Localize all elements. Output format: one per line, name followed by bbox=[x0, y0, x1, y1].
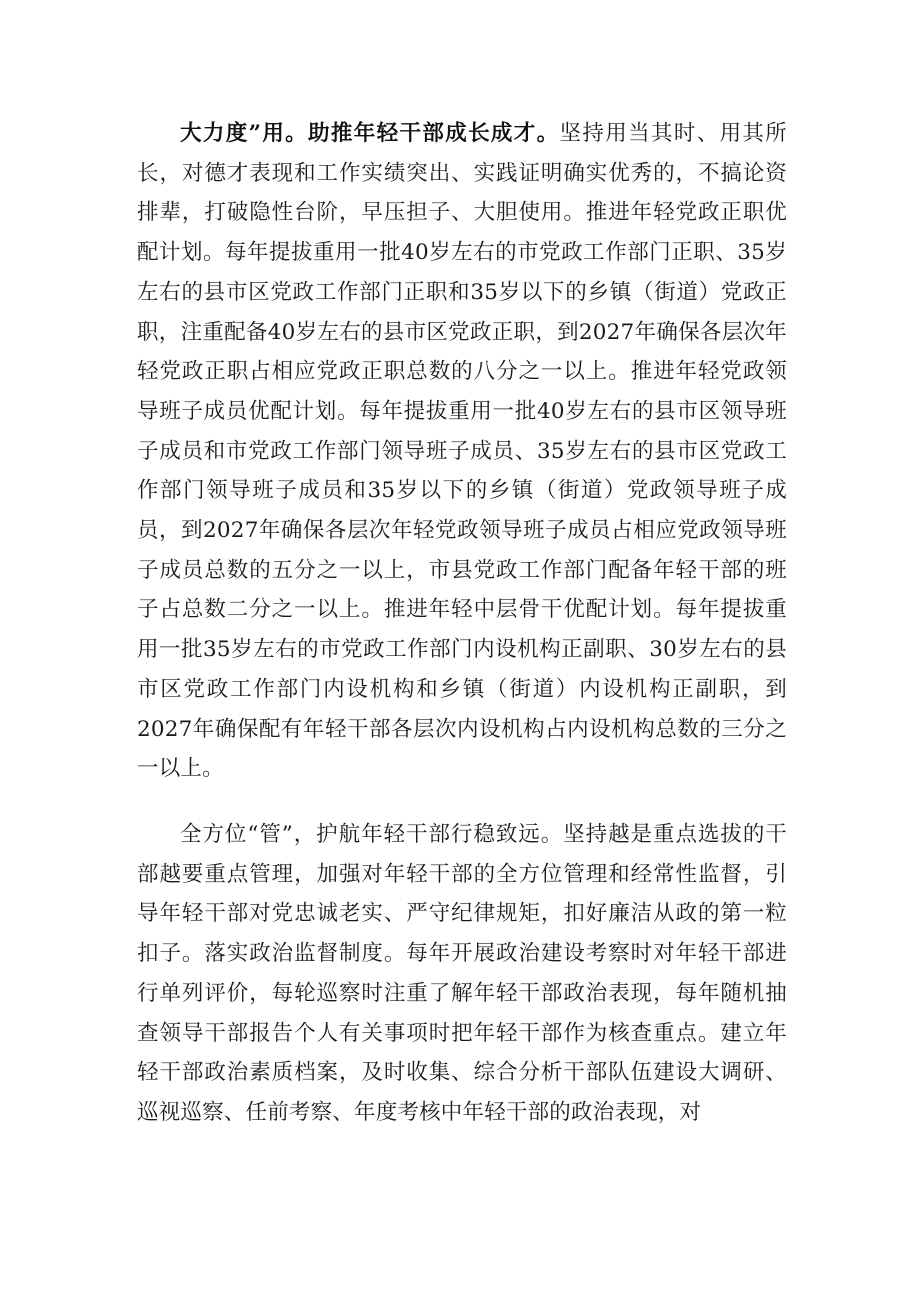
paragraph-2 bbox=[137, 815, 787, 1133]
paragraph-1 bbox=[137, 114, 787, 789]
paragraph-1-body: 坚持用当其时、用其所长，对德才表现和工作实绩突出、实践证明确实优秀的，不搞论资排辈，打破隐性台阶，早压担子、大胆使用。推进年轻党政正职优配计划。每年提拔重用一批40岁左右的市党政工作部门正职、35岁左右的县市区党政工作部门正职和35岁以下的乡镇（街道）党政正职，注重配备40岁左右的县市区党政正职，到2027年确保各层次年轻党政正职占相应党政正职总数的八分之一以上。推进年轻党政领导班子成员优配计划。每年提拔重用一批40岁左右的县市区领导班子成员和市党政工作部门领导班子成员、35岁左右的县市区党政工作部门领导班子成员和35岁以下的乡镇（街道）党政领导班子成员，到2027年确保各层次年轻党政领导班子成员占相应党政领导班子成员总数的五分之一以上，市县党政工作部门配备年轻干部的班子占总数二分之一以上。推进年轻中层骨干优配计划。每年提拔重用一批35岁左右的市党政工作部门内设机构正副职、30岁左右的县市区党政工作部门内设机构和乡镇（街道）内设机构正副职，到2027年确保配有年轻干部各层次内设机构占内设机构总数的三分之一以上。 bbox=[137, 121, 787, 782]
paragraph-1-lead: 大力度”用。助推年轻干部成长成才。 bbox=[180, 121, 560, 146]
paragraph-2-body: 全方位“管”，护航年轻干部行稳致远。坚持越是重点选拔的干部越要重点管理，加强对年轻干部的全方位管理和经常性监督，引导年轻干部对党忠诚老实、严守纪律规矩，扣好廉洁从政的第一粒扣子。落实政治监督制度。每年开展政治建设考察时对年轻干部进行单列评价，每轮巡察时注重了解年轻干部政治表现，每年随机抽查领导干部报告个人有关事项时把年轻干部作为核查重点。建立年轻干部政治素质档案，及时收集、综合分析干部队伍建设大调研、巡视巡察、任前考察、年度考核中年轻干部的政治表现，对 bbox=[137, 822, 787, 1125]
